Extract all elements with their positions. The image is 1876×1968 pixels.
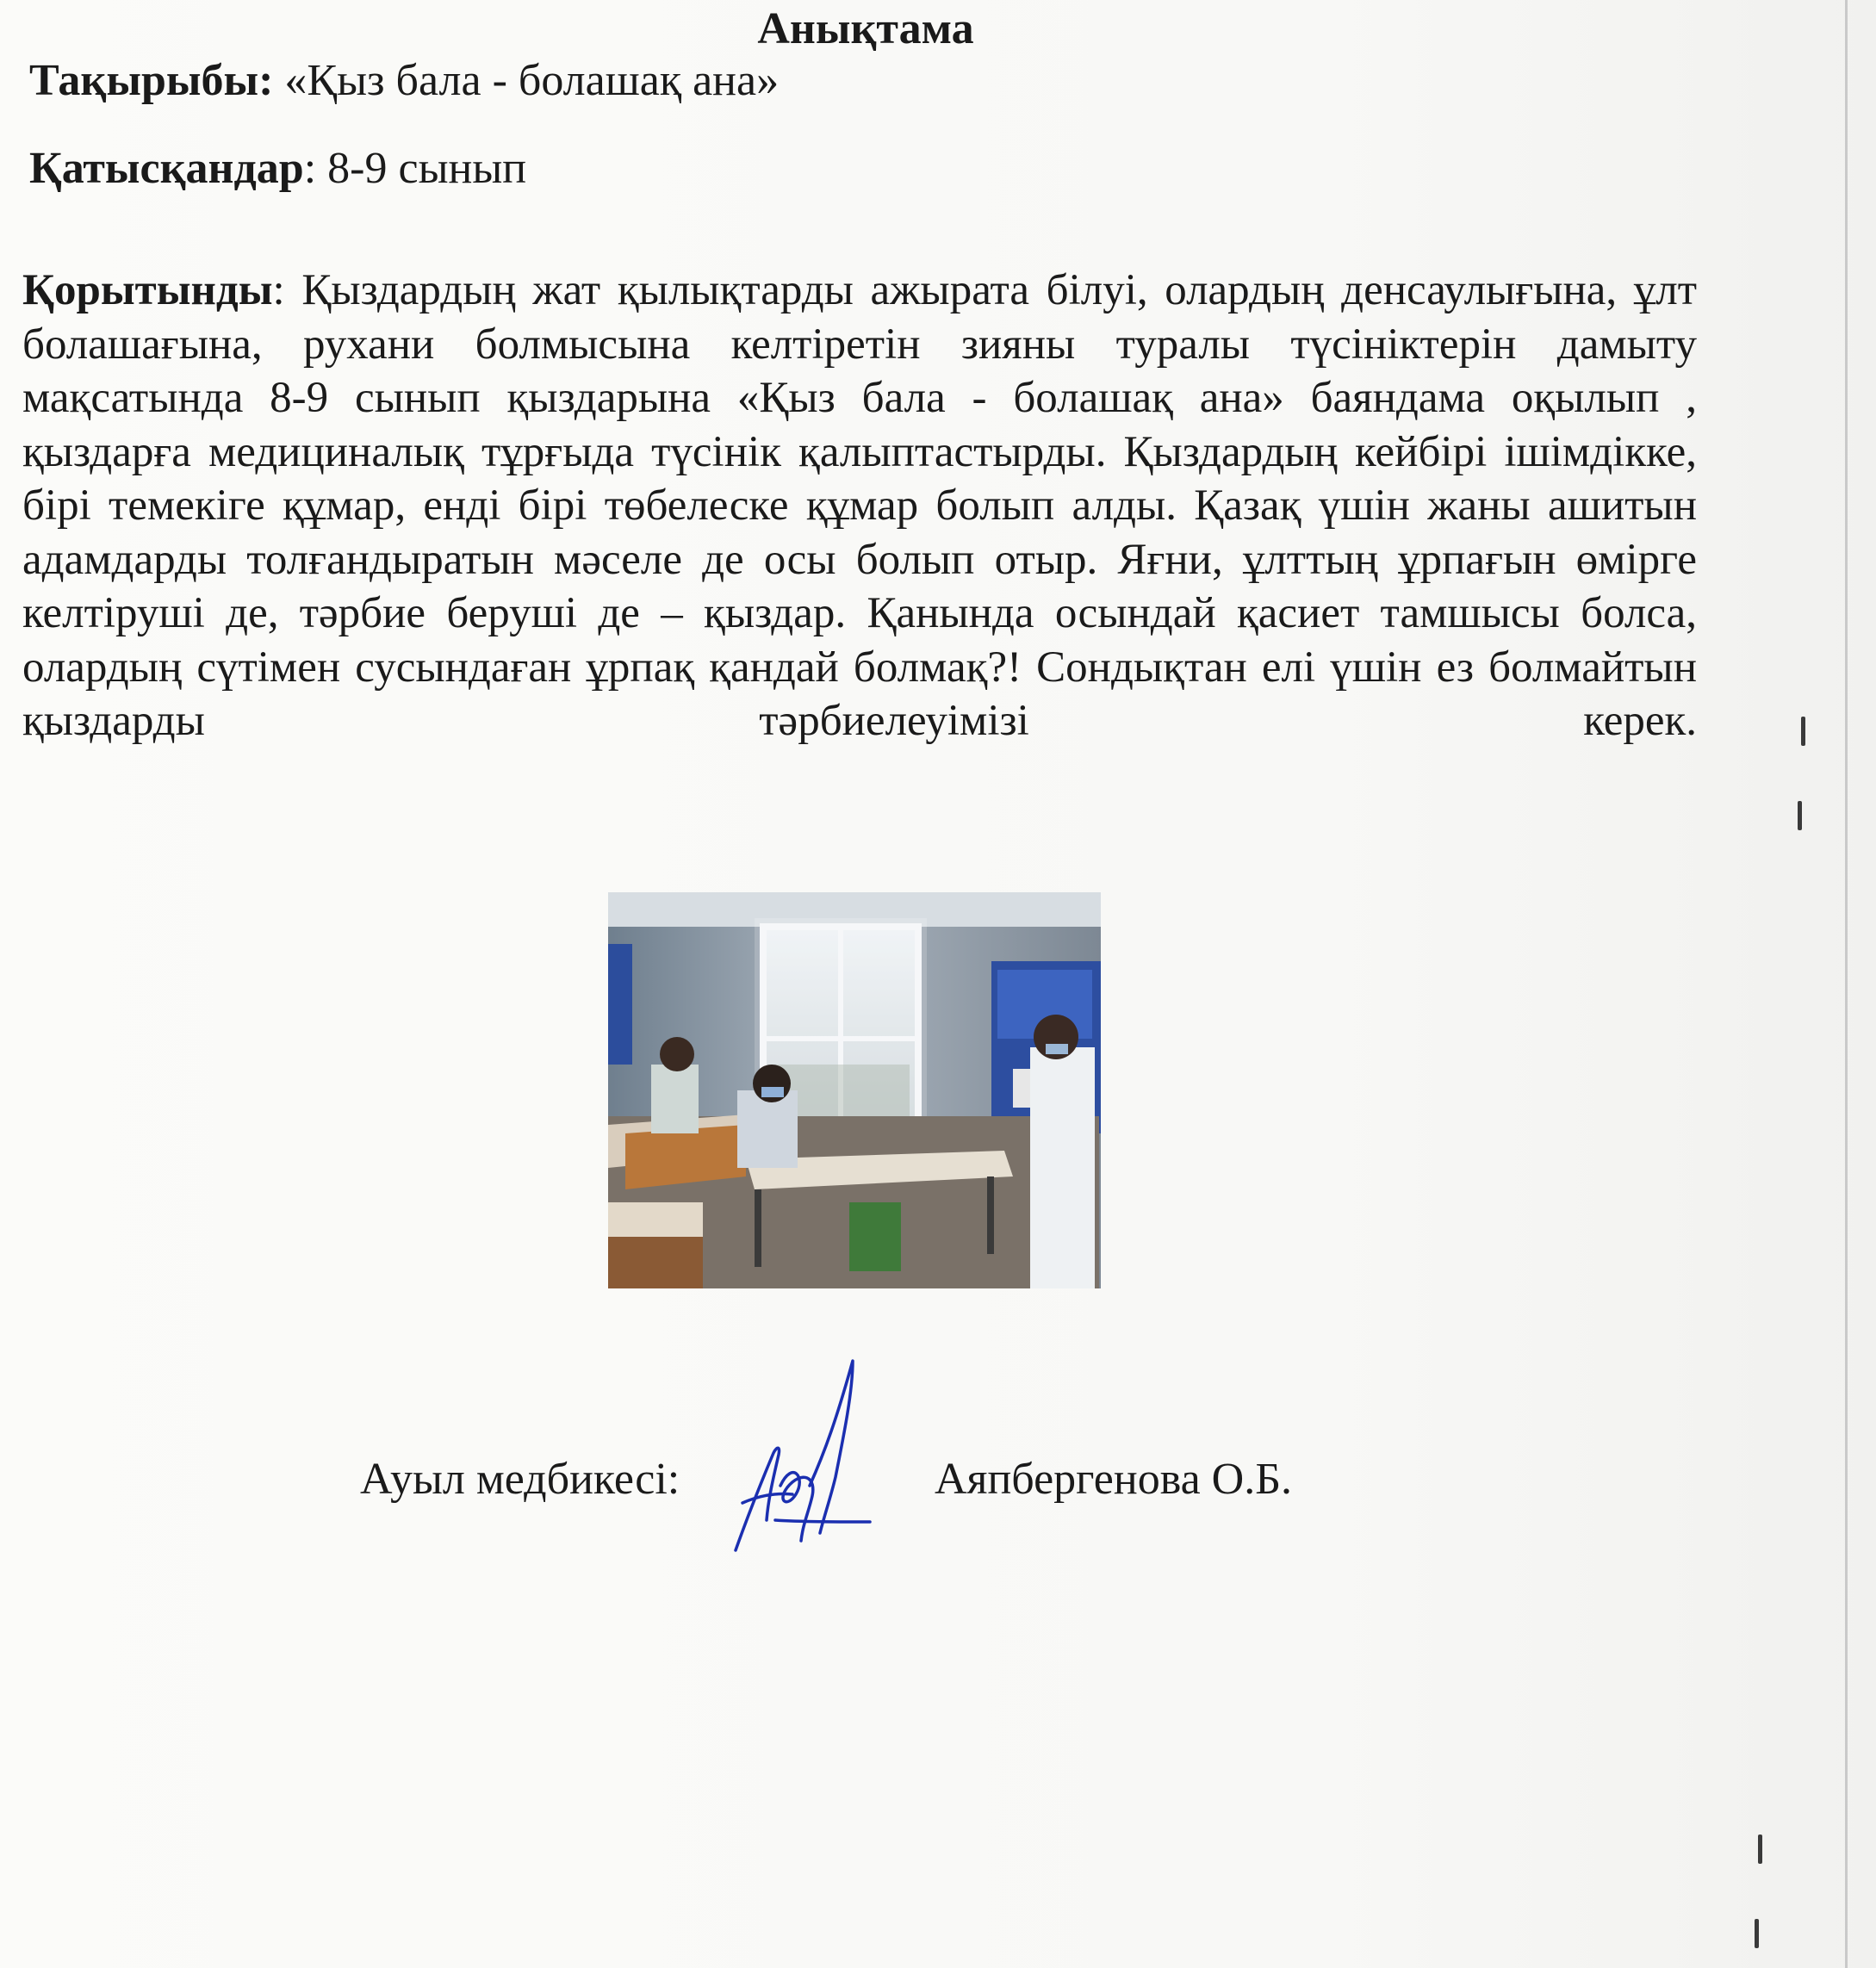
conclusion-text: : Қыздардың жат қылықтарды ажырата білуі, олардың денсаулығына, ұлт болашағына, рухани болмысына келтіретін зияны туралы түсініктерін дамыту мақсатында 8-9 сынып қыздарына «Қыз бала - болашақ ана» баяндама оқылып , қыздарға медициналық тұрғыда түсінік қалыптастырды. Қыздардың кейбірі ішімдікке, бірі темекіге құмар, енді бірі төбелеске құмар болып алды. Қазақ үшін жаны ашитын адамдарды толғандыратын мәселе де осы болып отыр. Яғни, ұлттың ұрпағын өмірге келтіруші де, тәрбие беруші де – қыздар. Қанында осындай қасиет тамшысы болса, олардың сүтімен сусындаған ұрпақ қандай болмақ?! Сондықтан елі үшін ез болмайтын қыздарды тәрбиелеуімізі керек. [22, 266, 1697, 745]
punch-mark [1798, 801, 1802, 830]
punch-mark [1755, 1919, 1759, 1948]
punch-mark [1758, 1835, 1762, 1864]
topic-line [29, 55, 779, 106]
participants-value: : 8-9 сынып [303, 144, 527, 193]
participants-line [29, 143, 526, 194]
classroom-photo [608, 892, 1101, 1288]
signature-image [724, 1356, 879, 1559]
participants-label: Қатысқандар [29, 144, 304, 193]
conclusion-paragraph [22, 264, 1697, 748]
document-title: Анықтама [757, 4, 974, 53]
signer-name: Аяпбергенова О.Б. [935, 1455, 1293, 1504]
topic-value: «Қыз бала - болашақ ана» [273, 56, 780, 105]
topic-label: Тақырыбы: [29, 56, 274, 105]
punch-mark [1801, 717, 1805, 746]
conclusion-label: Қорытынды [22, 266, 273, 314]
signer-role: Ауыл медбикесі: [360, 1455, 680, 1504]
page-edge [1845, 0, 1848, 1968]
